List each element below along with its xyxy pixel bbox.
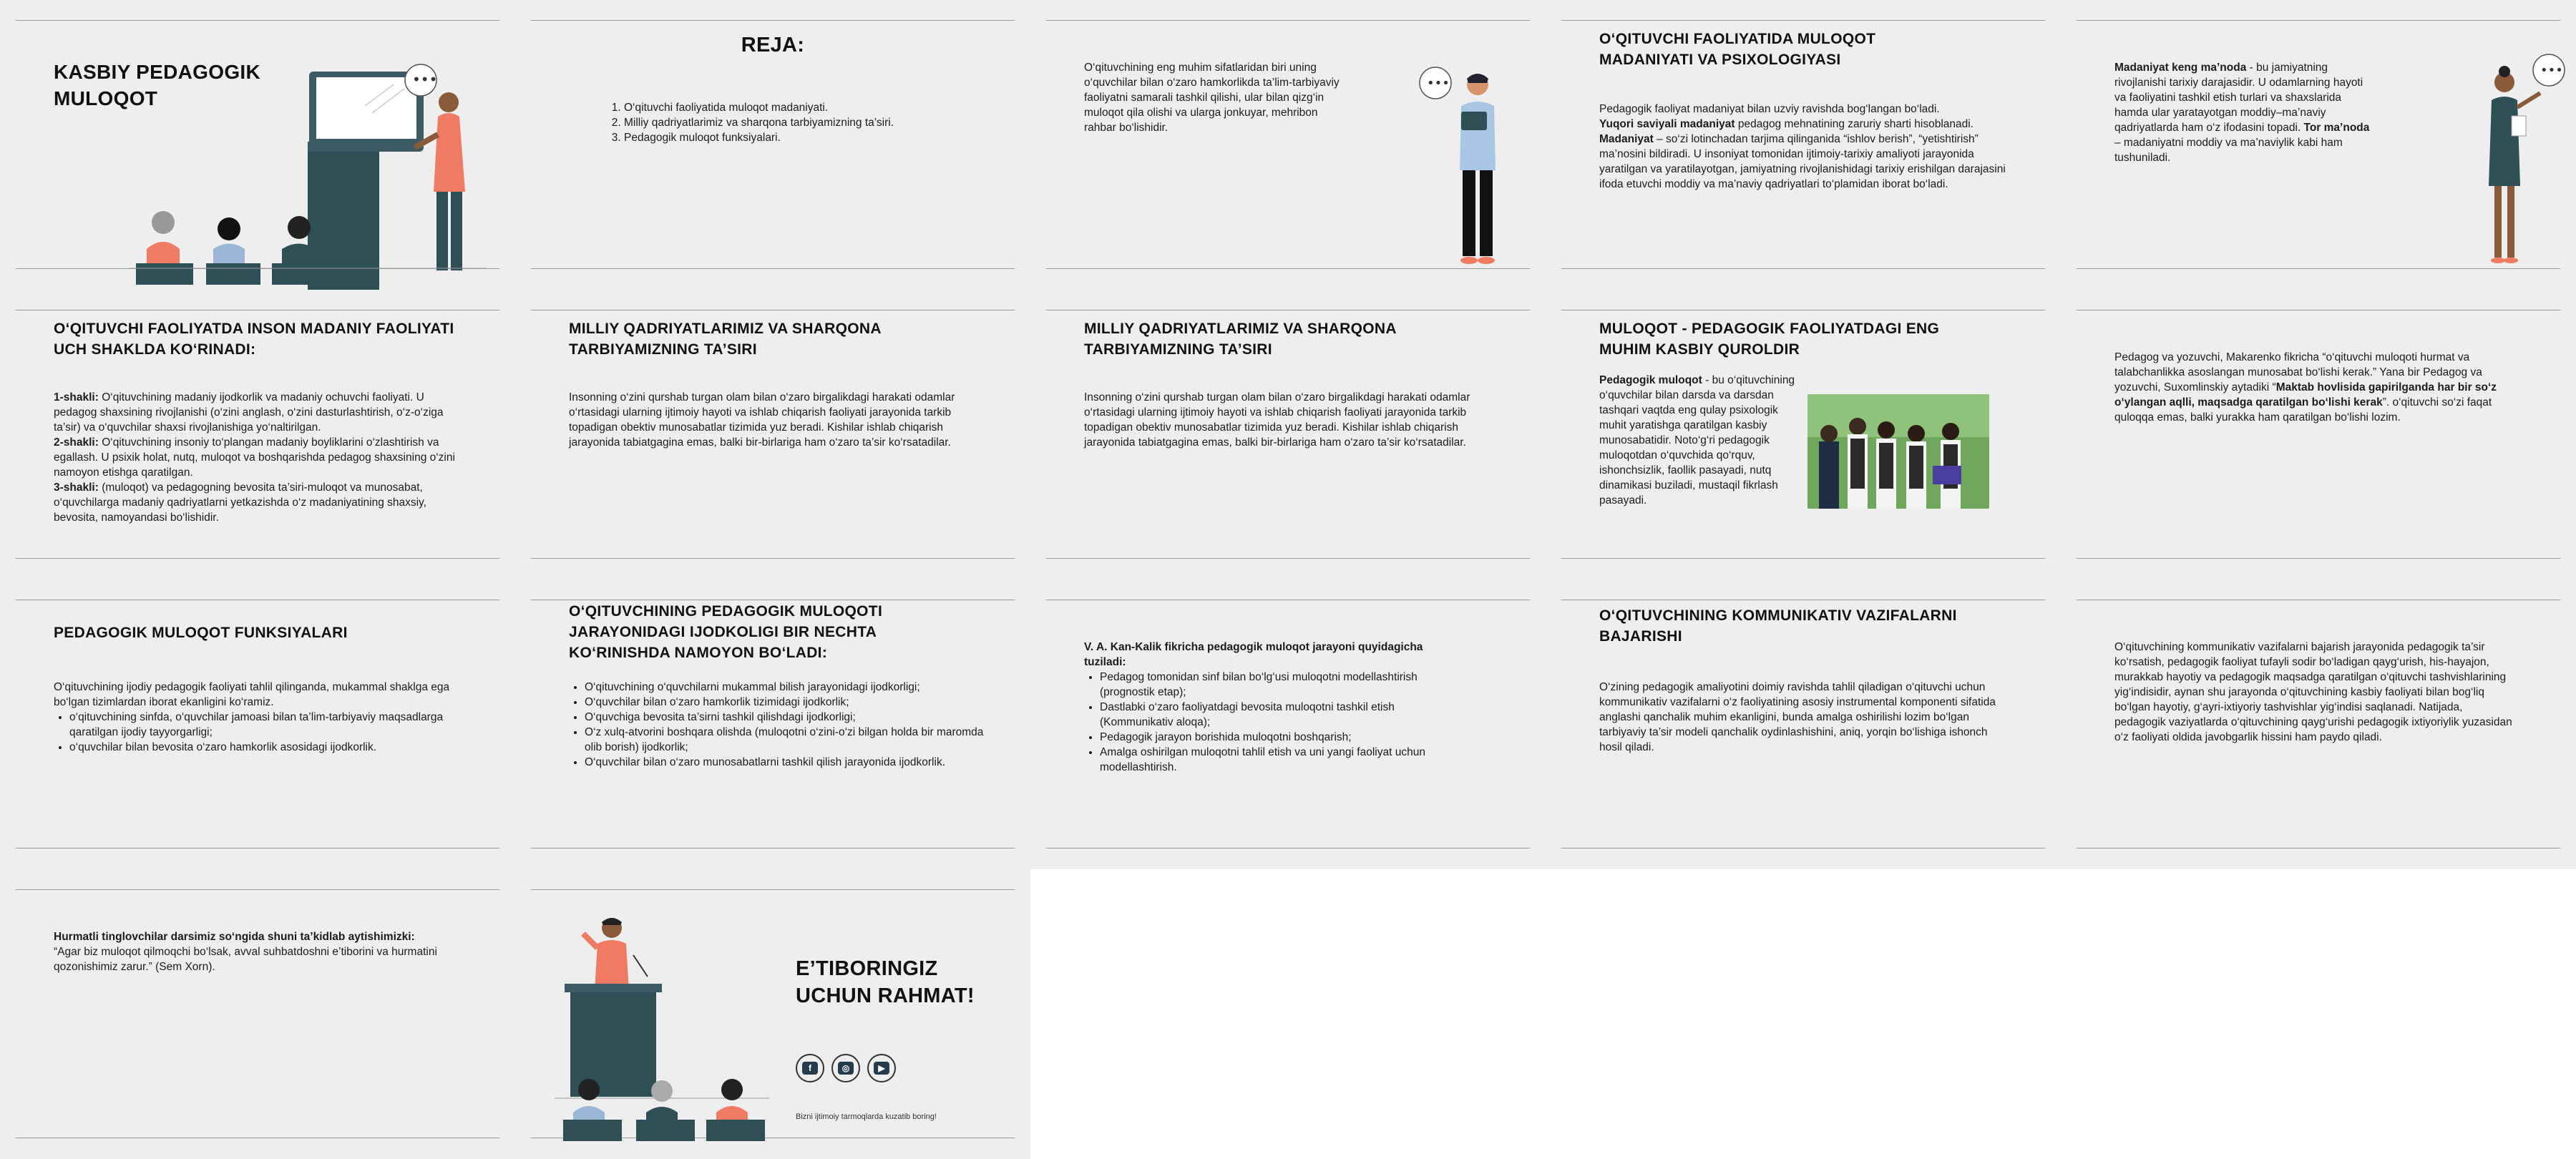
slide-title: PEDAGOGIK MULOQOT FUNKSIYALARI [54, 625, 348, 641]
top-rule [16, 20, 499, 21]
bottom-rule [1046, 558, 1530, 559]
slide-14[interactable] [1546, 580, 2061, 869]
text-run: ”. o‘qituvchi so‘zi faqat quloqqa emas, balki yurakka ham qaratilgan bo‘lishi lozim. [2114, 396, 2492, 424]
instagram-icon[interactable]: ◎ [831, 1054, 860, 1082]
svg-text:•••: ••• [412, 71, 438, 88]
list-item: • O‘z xulq-atvorini boshqara olishda (muloqotni o‘zini-o‘zi bilgan holda bir maromda olib borish) ijodkorlik; [585, 725, 984, 755]
list-item: • Pedagog tomonidan sinf bilan bo‘lg‘usi muloqotni modellashtirish (prognostik etap); [1100, 670, 1456, 700]
top-rule [2077, 20, 2560, 21]
teacher-illustration [2462, 50, 2569, 272]
classroom-illustration [129, 63, 487, 290]
slide-text: Insonning o‘zini qurshab turgan olam bilan o‘zaro birgalikdagi harakati odamlar o‘rtasidagi ularning ijtimoiy hayoti va ishlab chiqarish faoliyati jarayonida tarkib topadigan obektiv munosabatlar tizimida yuz beradi. Kishilar ishlab chiqarish jarayonida tabiatgagina emas, balki bir-birlariga ham o‘zaro ta’sir ko‘rsatadilar. [1084, 391, 1470, 449]
top-rule [531, 20, 1015, 21]
slide-title: KASBIY PEDAGOGIK MULOQOT [54, 61, 260, 109]
slide-title: E’TIBORINGIZ UCHUN RAHMAT! [796, 957, 975, 1007]
top-rule [531, 889, 1015, 890]
bottom-rule [531, 558, 1015, 559]
slide-text: O‘qituvchining eng muhim sifatlaridan biri uning o‘quvchilar bilan o‘zaro hamkorlikda ta’lim-tarbiyaviy faoliyatni samarali tashkil qilishi, ular bilan qizg‘in muloqot qila olishi va ularga jonkuyar, mehribon rahbar bo‘lishidir. [1084, 62, 1340, 134]
svg-text:•••: ••• [1427, 76, 1450, 91]
text-run: pedagog mehnatining zaruriy sharti hisoblanadi. [1735, 118, 1974, 130]
text-run: – so‘zi lotinchadan tarjima qilinganida “ishlov berish”, “yetishtirish” ma’nosini bildiradi. U insoniyat tomonidan ijtimoiy-tarixiy amaliyoti jarayonida yaratilgan va yaratilayotgan, jamiyatning rivojlanishidagi tarixiy erishilgan darajasini ifoda etuvchi moddiy va ma’naviy qadriyatlari to‘plamidan iborat bo‘ladi. [1599, 133, 2006, 190]
slide-text [54, 929, 454, 974]
slide-title: O‘QITUVCHINING KOMMUNIKATIV VAZIFALARNI BAJARISHI [1599, 607, 1957, 645]
text-run: - bu jamiyatning rivojlanishi tarixiy darajasidir. U odamlarning hayoti va faoliyatini tashkil etish turlari va shaxslarida hamda ular yaratayotgan moddiy–ma’naviy qadriyatlarda ham o‘z ifodasini topadi. [2114, 62, 2363, 134]
bold-term: Tor ma’noda [2303, 122, 2370, 134]
slide-15[interactable] [2061, 580, 2576, 869]
bold-term: Madaniyat [1599, 133, 1654, 145]
text-run: O‘qituvchining madaniy ijodkorlik va madaniy ochuvchi faoliyati. U pedagog shaxsining rivojlanishi (o‘zini anglash, o‘zini dasturlashtirish, o‘z-o‘ziga ta’sir) va o‘quvchilar shaxsi rivojlanishiga yo‘naltirilgan. [54, 391, 444, 434]
slide-16[interactable] [0, 869, 515, 1159]
slide-text [1599, 102, 2021, 192]
slide-12[interactable] [515, 580, 1030, 869]
bold-term: Yuqori saviyali madaniyat [1599, 118, 1735, 130]
top-rule [1561, 20, 2045, 21]
bottom-rule [1561, 268, 2045, 269]
slide-title: MILLIY QADRIYATLARIMIZ VA SHARQONA TARBIYAMIZNING TA’SIRI [569, 321, 882, 358]
bottom-rule [2077, 558, 2560, 559]
text-run: (muloqot) va pedagogning bevosita ta’siri-muloqot va munosabat, o‘quvchilarga madaniy qadriyatlarni yetkazishda o‘z madaniyatining shaxsiy, bevosita, namoyandasi bo‘lishidir. [54, 481, 426, 524]
slide-2[interactable] [515, 0, 1030, 290]
bottom-rule [16, 848, 499, 849]
bold-term: 3-shakli: [54, 481, 99, 494]
slide-4[interactable] [1546, 0, 2061, 290]
bottom-rule [531, 268, 1015, 269]
list-item: • o‘quvchilar bilan bevosita o‘zaro hamkorlik asosidagi ijodkorlik. [69, 740, 454, 755]
social-footnote: Bizni ijtimoiy tarmoqlarda kuzatib boring! [796, 1112, 937, 1121]
text-run: - bu o‘qituvchining o‘quvchilar bilan darsda va darsdan tashqari vaqtda eng qulay psixologik muhit yaratishga qaratilgan kasbiy munosabatidir. Noto‘g‘ri pedagogik muloqotdan o‘quvchida qo‘rquv, ishonchsizlik, faollik pasayadi, nutq dinamikasi buziladi, mustaqil fikrlash pasayadi. [1599, 374, 1795, 507]
slide-8[interactable] [1030, 290, 1546, 580]
slide-text [54, 390, 469, 525]
slide-text [2114, 350, 2515, 425]
slide-6[interactable] [0, 290, 515, 580]
slide-title: O‘QITUVCHINING PEDAGOGIK MULOQOTI JARAYONIDAGI IJODKOLIGI BIR NECHTA KO‘RINISHDA NAMOYON BO‘LADI: [569, 603, 883, 661]
bottom-rule [1561, 848, 2045, 849]
slide-5[interactable] [2061, 0, 2576, 290]
teacher-illustration [1417, 63, 1517, 270]
slide-17[interactable] [515, 869, 1030, 1159]
social-links [796, 1054, 896, 1082]
bold-term: 1-shakli: [54, 391, 99, 404]
slide-title: MILLIY QADRIYATLARIMIZ VA SHARQONA TARBIYAMIZNING TA’SIRI [1084, 321, 1397, 358]
slide-text [2114, 60, 2372, 165]
list-item: • Amalga oshirilgan muloqotni tahlil etish va uni yangi faoliyat uchun modellashtirish. [1100, 745, 1456, 775]
bold-term: Hurmatli tinglovchilar darsimiz so‘ngida shuni ta’kidlab aytishimizki: [54, 931, 415, 943]
agenda-item: 1. O‘qituvchi faoliyatida muloqot madaniyati. [624, 100, 980, 115]
quote-text: “Agar biz muloqot qilmoqchi bo‘lsak, avval suhbatdoshni e’tiborini va hurmatini qozonishimiz zarur.” (Sem Xorn). [54, 946, 437, 973]
bottom-rule [2077, 848, 2560, 849]
slide-13[interactable] [1030, 580, 1546, 869]
agenda-item: 3. Pedagogik muloqot funksiyalari. [624, 130, 980, 145]
slide-3[interactable] [1030, 0, 1546, 290]
list-item: • O‘quvchiga bevosita ta’sirni tashkil qilishdagi ijodkorligi; [585, 710, 984, 725]
slide-9[interactable] [1546, 290, 2061, 580]
list-item: • Pedagogik jarayon borishida muloqotni boshqarish; [1100, 730, 1456, 745]
slide-text [1599, 373, 1800, 508]
list-item: • O‘qituvchining o‘quvchilarni mukammal bilish jarayonidagi ijodkorligi; [585, 680, 984, 695]
slide-text: Insonning o‘zini qurshab turgan olam bilan o‘zaro birgalikdagi harakati odamlar o‘rtasidagi ularning ijtimoiy hayoti va ishlab chiqarish faoliyati jarayonida tarkib topadigan obektiv munosabatlar tizimida yuz beradi. Kishilar ishlab chiqarish jarayonida tabiatgagina emas, balki bir-birlariga ham o‘zaro ta’sir ko‘rsatadilar. [569, 391, 955, 449]
bold-term: 2-shakli: [54, 436, 99, 449]
bold-term: Madaniyat keng ma’noda [2114, 62, 2247, 74]
agenda-list [608, 100, 980, 145]
speaker-illustration [555, 912, 769, 1141]
bottom-rule [1561, 558, 2045, 559]
bold-term: Maktab hovlisida gapirilganda har bir so‘z o‘ylangan aqlli, maqsadga qaratilgan bo‘lishi kerak [2114, 381, 2497, 409]
slide-text [569, 680, 984, 770]
slide-title: REJA: [741, 34, 805, 57]
text-run: Pedagog va yozuvchi, Makarenko fikricha “o‘qituvchi muloqoti hurmat va talabchanlikka asoslangan munosabat bo‘lishi kerak.” Yana bir Pedagog va yozuvchi, Suxomlinskiy aytadiki “ [2114, 351, 2482, 393]
bottom-rule [1046, 848, 1530, 849]
slide-text [54, 680, 454, 755]
top-rule [16, 889, 499, 890]
text-run: O‘qituvchining insoniy to‘plangan madaniy boyliklarini o‘zlashtirish va egallash. U psixik holat, nutq, muloqot va boshqarishda pedagog shaxsining o‘zini namoyon etishga qaratilgan. [54, 436, 455, 479]
slide-7[interactable] [515, 290, 1030, 580]
bottom-rule [531, 848, 1015, 849]
list-item: • Dastlabki o‘zaro faoliyatdagi bevosita muloqotni tashkil etish (Kommunikativ aloqa); [1100, 700, 1456, 730]
text-run: – madaniyatni moddiy va ma’naviylik kabi ham tushuniladi. [2114, 137, 2343, 164]
list-item: • o‘qituvchining sinfda, o‘quvchilar jamoasi bilan ta’lim-tarbiyaviy maqsadlarga qaratilgan ijodiy tayyorgarligi; [69, 710, 454, 740]
bottom-rule [16, 558, 499, 559]
slide-11[interactable] [0, 580, 515, 869]
slide-text [1084, 640, 1456, 775]
slide-title: O‘QITUVCHI FAOLIYATDA INSON MADANIY FAOLIYATI UCH SHAKLDA KO‘RINADI: [54, 321, 454, 358]
bold-term: Pedagogik muloqot [1599, 374, 1702, 386]
slide-title: MULOQOT - PEDAGOGIK FAOLIYATDAGI ENG MUHIM KASBIY QUROLDIR [1599, 321, 1940, 358]
youtube-icon[interactable]: ▶ [867, 1054, 896, 1082]
agenda-item: 2. Milliy qadriyatlarimiz va sharqona tarbiyamizning ta’siri. [624, 115, 980, 130]
text-run: Pedagogik faoliyat madaniyat bilan uzviy ravishda bog‘langan bo‘ladi. [1599, 103, 1940, 115]
students-photo [1807, 394, 1989, 509]
list-item: • O‘quvchilar bilan o‘zaro munosabatlarni tashkil qilish jarayonida ijodkorlik. [585, 755, 984, 770]
list-item: • O‘quvchilar bilan o‘zaro hamkorlik tizimidagi ijodkorlik; [585, 695, 984, 710]
slide-text: O‘zining pedagogik amaliyotini doimiy ravishda tahlil qiladigan o‘qituvchi uchun kommunikativ vazifalarni o‘z faoliyatining asosiy instrumental komponenti sifatida anglashi qanchalik muhim ekanligini, bunda amalga oshirilishi lozim bo‘lgan tarbiyaviy ta’sir modeli qanchalik oydinlashishini, aniq, yorqin bo‘lishiga ishonch hosil qiladi. [1599, 681, 1996, 753]
bold-term: V. A. Kan-Kalik fikricha pedagogik muloqot jarayoni quyidagicha tuziladi: [1084, 641, 1423, 668]
slide-title: O‘QITUVCHI FAOLIYATIDA MULOQOT MADANIYATI VA PSIXOLOGIYASI [1599, 31, 1876, 68]
slide-text: O‘qituvchining kommunikativ vazifalarni bajarish jarayonida pedagogik ta’sir ko‘rsatish, pedagogik faoliyat tufayli sodir bo‘ladigan qayg‘urish, his-hayajon, murakkab hayotiy va pedagogik maqsadga qaratilgan o‘qituvchi tashvishlarining yig‘indisidir, aynan shu jarayonda o‘qituvchining kasbiy faoliyati bilan bog‘liq bo‘lgan hayotiy, g‘ayri-ixtiyoriy tashvishlar yig‘indisi saqlanadi. Natijada, pedagogik vaziyatlarda o‘qituvchining qayg‘urishi pedagogik ixtiyoriylik yuzasidan o‘z faoliyati oldida javobgarlik hissini ham paydo qiladi. [2114, 641, 2512, 743]
facebook-icon[interactable]: f [796, 1054, 824, 1082]
slide-1[interactable] [0, 0, 515, 290]
intro-text: O‘qituvchining ijodiy pedagogik faoliyati tahlil qilinganda, mukammal shaklga ega bo‘lgan tizimlardan iborat ekanligini ko‘ramiz. [54, 681, 450, 708]
top-rule [1046, 20, 1530, 21]
slide-10[interactable] [2061, 290, 2576, 580]
svg-text:•••: ••• [2540, 63, 2563, 78]
